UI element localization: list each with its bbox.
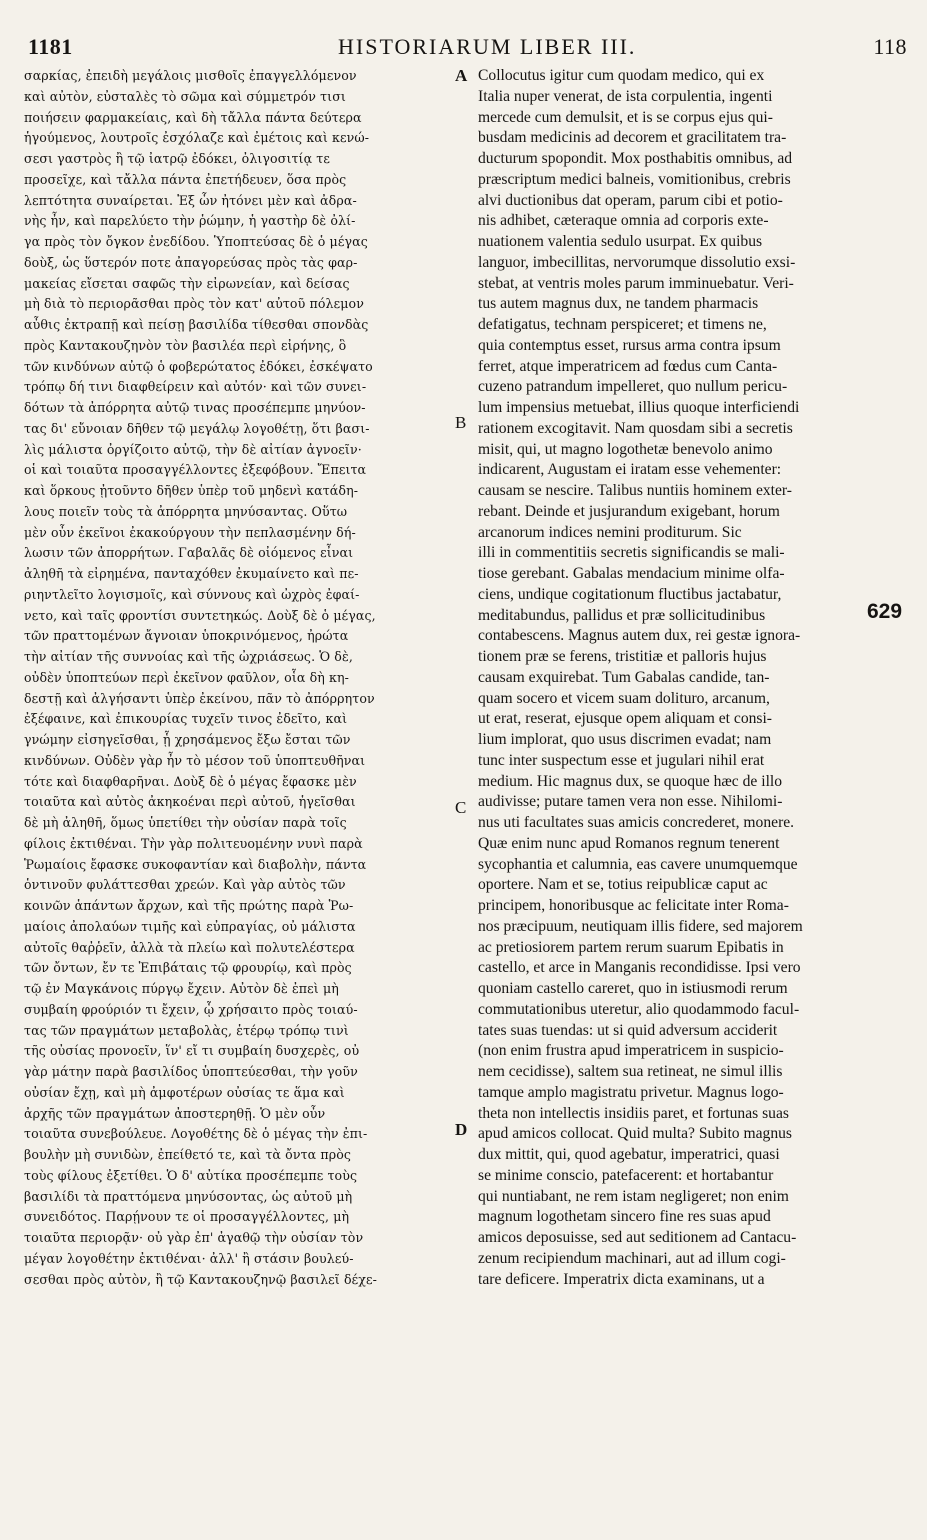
latin-text-line: tamque amplo magistratu privetur. Magnus logo- (478, 1083, 784, 1101)
latin-text-line: tus autem magnus dux, ne tandem pharmacis (478, 295, 759, 313)
latin-text-line: tates suas tuendas: ut si quid adversum acciderit (478, 1021, 778, 1039)
greek-text-line: λεπτότητα συναίρεται. Ἐξ ὧν ἠτόνει μὲν καὶ ἀδρα- (24, 192, 357, 208)
greek-text-line: ἐξέφαινε, καὶ ἐπικουρίας τυχεῖν τινος ἐδεῖτο, καὶ (24, 711, 348, 727)
latin-text-line: tiose gerebant. Gabalas mendacium minime olfa- (478, 565, 785, 582)
latin-text-line: theta non intellectis insidiis paret, et fortunas suas (478, 1104, 789, 1122)
latin-text-line: medium. Hic magnus dux, se quoque hæc de illo (478, 772, 783, 790)
latin-text-line: audivisse; putare tamen vera non esse. Nihilomi- (478, 793, 783, 811)
latin-text-line: tionem præ se ferens, tristitiæ et palloris hujus (478, 648, 767, 665)
latin-text-line: Quæ enim nunc apud Romanos regnum tenerent (478, 834, 780, 852)
latin-text-line: qui nuntiabant, ne rem istam negligeret; non enim (478, 1187, 789, 1205)
latin-text-line: principem, honoribusque ac felicitate inter Roma- (478, 897, 789, 914)
greek-text-line: δεστῇ καὶ ἀλγήσαντι ὑπὲρ ἐκείνου, πᾶν τὸ ἀπόρρητον (24, 690, 375, 706)
greek-text-line: δότων τὰ ἀπόρρητα αὐτῷ τινας προσέπεμπε μηνύον- (24, 400, 366, 415)
greek-text-line: σεσθαι πρὸς αὐτὸν, ἢ τῷ Καντακουζηνῷ βασιλεῖ δέχε- (24, 1271, 377, 1287)
latin-text-line: ducturum spopondit. Mox posthabitis omnibus, ad (478, 150, 793, 167)
latin-text-line: (non enim frustra apud imperatricem in suspicio- (478, 1042, 784, 1060)
latin-text-line: castello, et arce in Manganis recondidisse. Ipsi vero (478, 959, 801, 977)
greek-text-line: τῶν πραττομένων ἄγνοιαν ὑποκρινόμενος, ἠρώτα (24, 628, 349, 644)
greek-text-line: γα πρὸς τὸν ὄγκον ἐνεδίδου. Ὑποπτεύσας δὲ ὁ μέγας (24, 234, 368, 249)
greek-text-line: τῷ ἐν Μαγκάνοις πύργῳ ἔχειν. Αὐτὸν δὲ ἐπεὶ μὴ (24, 981, 339, 996)
greek-text-line: δὲ μὴ ἀληθῆ, ὅμως ὑπετίθει τὴν οὐσίαν παρὰ τοῖς (24, 815, 347, 830)
latin-text-line: contabescens. Magnus autem dux, rei gestæ ignora- (478, 627, 801, 645)
greek-text-line: Ῥωμαίοις ἔφασκε συκοφαντίαν καὶ διαβολὴν, πάντα (24, 856, 367, 872)
greek-text-line: συμβαίη φρούριόν τι ἔχειν, ᾧ χρήσαιτο πρὸς τοιαύ- (24, 1001, 358, 1017)
greek-text-line: κινδύνων. Οὐδὲν γὰρ ἦν τὸ μέσον τοῦ ὑποπτευθῆναι (24, 752, 366, 768)
greek-text-line: ὁντινοῦν φυλάττεσθαι χρεών. Καὶ γὰρ αὐτὸς τῶν (24, 877, 346, 893)
latin-text-line: causam se nescire. Talibus nuntiis hominem exter- (478, 482, 792, 499)
latin-text-line: rationem excogitavit. Nam quosdam sibi a secretis (478, 419, 793, 437)
latin-text-line: lum impensius metuebat, illius quoque interficiendi (478, 399, 800, 416)
greek-text-line: ριηντλεῖτο λογισμοῖς, καὶ σύννους καὶ ὠχρὸς ἐφαί- (24, 586, 360, 602)
running-head: HISTORIARUM LIBER III. (338, 34, 637, 59)
greek-text-line: νετο, καὶ ταῖς φροντίσι συντετηκώς. Δοὺξ δὲ ὁ μέγας, (24, 607, 376, 623)
latin-text-line: ferret, atque imperatricem ad fœdus cum Canta- (478, 357, 778, 375)
latin-text-line: oportere. Nam et se, totius reipublicæ caput ac (478, 876, 768, 894)
greek-text-line: μακείας εἴσεται σαφῶς τὴν εἰρωνείαν, καὶ δείσας (24, 275, 350, 291)
latin-text-line: tunc inter suspectum esse et jugulari nihil erat (478, 751, 765, 769)
greek-text-line: τῶν κινδύνων αὐτῷ ὁ φοβερώτατος ἐδόκει, ἐσκέψατο (24, 358, 373, 374)
latin-text-line: commutationibus uteretur, alio quodammodo facul- (478, 1000, 800, 1018)
latin-text-line: zenum recipiendum machinari, aut ad illum cogi- (478, 1249, 786, 1267)
latin-text-line: alvi ductionibus dat operam, parum cibi et potio- (478, 191, 783, 209)
latin-text-line: nuationem valentia sedulo usurpat. Ex quibus (478, 233, 763, 250)
latin-text-line: amicos deposuisse, sed aut seditionem ad Cantacu- (478, 1229, 797, 1246)
greek-text-line: φίλοις ἐκτιθέναι. Τὴν γὰρ πολιτευομένην νυνὶ παρὰ (24, 835, 363, 851)
latin-text-line: nis adhibet, cæteraque omnia ad corporis exte- (478, 212, 769, 230)
section-marker-a: A (455, 66, 468, 85)
latin-text-line: cuzeno patrandum impelleret, quo nullum pericu- (478, 378, 788, 396)
greek-text-line: τῆς οὐσίας προνοεῖν, ἵν' εἴ τι συμβαίη δυσχερὲς, οὐ (24, 1043, 360, 1059)
greek-text-line: λὶς μάλιστα ὀργίζοιτο αὐτῷ, τὴν δὲ αἰτίαν ἀγνοεῖν· (24, 441, 362, 457)
greek-text-line: κοινῶν ἁπάντων ἄρχων, καὶ τῆς πρώτης παρὰ Ῥω- (24, 898, 354, 913)
latin-text-line: ut erat, reserat, ejusque opem aliquam et consi- (478, 710, 773, 728)
greek-text-line: ἀρχῆς τῶν πραγμάτων ἀποστερηθῇ. Ὁ μὲν οὖν (24, 1105, 326, 1121)
latin-text-line: rebant. Deinde et jusjurandum exigebant, horum (478, 502, 780, 520)
greek-text-line: μαίοις ἀπολαύων τιμῆς καὶ εὐπραγίας, οὐ μάλιστα (24, 918, 356, 934)
latin-text-line: misit, qui, ut magno logothetæ benevolo animo (478, 440, 773, 458)
latin-text-line: quoniam castello careret, quo in istiusmodi rerum (478, 980, 788, 997)
latin-text-line: nos præcipuum, neutiquam illis fidere, sed majorem (478, 917, 803, 935)
latin-text-line: causam exquirebat. Tum Gabalas candide, tan- (478, 668, 770, 686)
greek-text-line: μέγαν λογοθέτην ἐκτιθέναι· ἀλλ' ἢ στάσιν βουλεύ- (24, 1250, 354, 1266)
greek-text-line: τας τῶν πραγμάτων μεταβολὰς, ἑτέρῳ τρόπῳ τινὶ (24, 1022, 349, 1038)
greek-text-line: προσεῖχε, καὶ τἄλλα πάντα ἐπετήδευεν, ὅσα πρὸς (24, 171, 347, 187)
greek-text-line: τρόπῳ δή τινι διαφθείρειν καὶ αὐτόν· καὶ τῶν συνει- (24, 379, 367, 395)
greek-text-line: οὐδὲν ὑποπτεύων περὶ ἐκεῖνον φαῦλον, οἷα δὴ κη- (24, 669, 349, 685)
latin-text-line: sycophantia et calumnia, eas cavere unumquemque (478, 855, 798, 873)
greek-text-line: τοὺς φίλους ἐξετίθει. Ὁ δ' αὐτίκα προσέπεμπε τοὺς (24, 1167, 358, 1183)
latin-text-line: busdam medicinis ad decorem et gracilitatem tra- (478, 129, 787, 147)
greek-text-line: μὲν οὖν ἐκεῖνοι ἐκακούργουν τὴν πεπλασμένην δή- (24, 524, 356, 540)
greek-text-line: δοὺξ, ὡς ὕστερόν ποτε ἀπαγορεύσας πρὸς τὰς φαρ- (24, 254, 358, 270)
latin-text-line: defatigatus, technam perspiceret; et timens ne, (478, 316, 767, 333)
greek-text-line: ἡγούμενος, λουτροῖς ἐσχόλαζε καὶ ἐμέτοις καὶ κενώ- (24, 130, 370, 146)
latin-text-line: tare deficere. Imperatrix dicta examinans, ut a (478, 1270, 765, 1288)
column-number: 629 (867, 600, 903, 623)
latin-text-line: Collocutus igitur cum quodam medico, qui ex (478, 67, 765, 84)
greek-text-line: ποιήσειν φαρμακείαις, καὶ δὴ τἄλλα πάντα δεύτερα (24, 109, 362, 125)
latin-text-line: Italia nuper venerat, de ista corpulentia, ingenti (478, 87, 773, 105)
greek-text-line: πρὸς Καντακουζηνὸν τὸν βασιλέα περὶ εἰρήνης, ὃ (24, 337, 347, 353)
page-header (28, 34, 907, 60)
latin-text-line: illi in commentitiis secretis significandis se mali- (478, 544, 785, 562)
section-marker-b: B (455, 413, 467, 432)
greek-text-line: τοιαῦτα καὶ αὐτὸς ἀκηκοέναι περὶ αὐτοῦ, ἡγεῖσθαι (24, 794, 356, 810)
greek-text-line: οὐσίαν ἔχῃ, καὶ μὴ ἀμφοτέρων οὐσίας τε ἅμα καὶ (24, 1084, 345, 1100)
greek-text-line: λους ποιεῖν τοὺς τὰ ἀπόρρητα μηνύσαντας. Οὕτω (24, 503, 348, 519)
greek-text-line: καὶ αὐτὸν, εὐσταλὲς τὸ σῶμα καὶ σύμμετρόν τισι (24, 88, 346, 104)
greek-text-line: γὰρ μάτην παρὰ βασιλίδος ὑποπτεύεσθαι, τὴν γοῦν (24, 1064, 358, 1079)
latin-text-line: mercede cum demulsit, et is se corpus ejus qui- (478, 108, 773, 126)
greek-text-line: αὐτοῖς θαῤῥεῖν, ἀλλὰ τὰ πλείω καὶ πολυτελέστερα (24, 939, 355, 955)
greek-text-line: νὴς ἦν, καὶ παρελύετο τὴν ῥώμην, ἡ γαστὴρ δὲ ὀλί- (24, 213, 356, 229)
greek-text-line: συνειδότος. Παρῄνουν τε οἱ προσαγγέλλοντες, μὴ (24, 1209, 350, 1225)
greek-text-line: γνώμην εἰσηγεῖσθαι, ᾗ χρησάμενος ἔξω ἔσται τῶν (24, 732, 351, 747)
latin-column (478, 66, 900, 1290)
page-number-left: 1181 (28, 34, 73, 59)
greek-text-line: σεσι γαστρὸς ἢ τῷ ἰατρῷ ἐδόκει, ὀλιγοσιτίᾳ τε (24, 151, 330, 166)
latin-text-line: ac pretiosiorem partem rerum suarum Epibatis in (478, 938, 784, 956)
latin-text-line: dux mittit, qui, quod agebatur, imperatrici, quasi (478, 1146, 780, 1163)
greek-text-line: τότε καὶ διαφθαρῆναι. Δοὺξ δὲ ὁ μέγας ἔφασκε μὲν (24, 773, 357, 789)
latin-text-line: meditabundus, pallidus et præ sollicitudinibus (478, 606, 766, 624)
greek-text-line: αὖθις ἐκτραπῇ καὶ πείσῃ βασιλίδα τίθεσθαι σπονδὰς (24, 317, 369, 332)
greek-text-line: βουλὴν μὴ συνιδὼν, ἐπείθετό τε, καὶ τὰ ὄντα πρὸς (24, 1147, 352, 1162)
greek-text-line: τας δι' εὔνοιαν δῆθεν τῷ μεγάλῳ λογοθέτῃ, ὅτι βασι- (24, 420, 370, 436)
page-number-right: 118 (873, 34, 907, 59)
latin-text-line: stebat, at ventris moles parum imminuebatur. Veri- (478, 274, 794, 292)
latin-text-line: præscriptum medici balneis, vomitionibus, crebris (478, 170, 791, 188)
latin-text-line: apud amicos collocat. Quid multa? Subito magnus (478, 1125, 792, 1143)
greek-column (24, 66, 458, 1290)
latin-text-line: arcanorum indices nemini proditurum. Sic (478, 523, 742, 541)
greek-text-line: καὶ ὅρκους ᾐτοῦντο δῆθεν ὑπὲρ τοῦ μηδενὶ κατάδη- (24, 483, 359, 498)
latin-text-line: quam socero et vicem suam dolituro, arcanum, (478, 689, 770, 707)
latin-text-line: magnum logothetam sincero fine res suas apud (478, 1208, 771, 1226)
latin-text-line: nem cecidisse), saltem sua retineat, ne simul illis (478, 1063, 783, 1080)
latin-text-line: lium implorat, quo usus discrimen evadat; nam (478, 731, 772, 748)
greek-text-line: οἱ καὶ τοιαῦτα προσαγγέλλοντες ἐξεφόβουν. Ἔπειτα (24, 462, 367, 478)
section-marker-c: C (455, 798, 467, 817)
section-marker-d: D (455, 1120, 468, 1139)
greek-text-line: μὴ διὰ τὸ περιορᾶσθαι πρὸς τὸν κατ' αὐτοῦ πόλεμον (24, 296, 364, 312)
greek-text-line: βασιλίδι τὰ πραττόμενα μηνύσοντας, ὡς αὐτοῦ μὴ (24, 1188, 353, 1204)
latin-text-line: nus uti facultates suas amicis concrederet, monere. (478, 814, 795, 831)
latin-text-line: indicarent, Augustam ei iratam esse vehementer: (478, 461, 782, 479)
greek-text-line: σαρκίας, ἐπειδὴ μεγάλοις μισθοῖς ἐπαγγελλόμενον (24, 68, 357, 83)
latin-text-line: se minime conscio, patefacerent: et hortabantur (478, 1166, 774, 1184)
greek-text-line: λωσιν τῶν ἀπορρήτων. Γαβαλᾶς δὲ οἰόμενος εἶναι (24, 545, 354, 561)
greek-text-line: τὴν αἰτίαν τῆς συννοίας καὶ τῆς ὠχριάσεως. Ὁ δὲ, (24, 649, 353, 664)
latin-text-line: ciens, undique cogitationum fluctibus jactabatur, (478, 585, 782, 603)
greek-text-line: ἀληθῆ τὰ εἰρημένα, πανταχόθεν ἐκυμαίνετο καὶ πε- (24, 566, 359, 581)
greek-text-line: τοιαῦτα συνεβούλευε. Λογοθέτης δὲ ὁ μέγας τὴν ἐπι- (24, 1126, 368, 1142)
greek-text-line: τοιαῦτα περιορᾷν· οὐ γὰρ ἐπ' ἀγαθῷ τὴν οὐσίαν τὸν (24, 1230, 364, 1245)
latin-text-line: languor, imbecillitas, nervorumque dissolutio exsi- (478, 253, 796, 271)
greek-text-line: τῶν ὄντων, ἔν τε Ἐπιβάταις τῷ φρουρίῳ, καὶ πρὸς (24, 960, 352, 976)
latin-text-line: quia contemptus esset, rursus arma contra ipsum (478, 336, 781, 354)
